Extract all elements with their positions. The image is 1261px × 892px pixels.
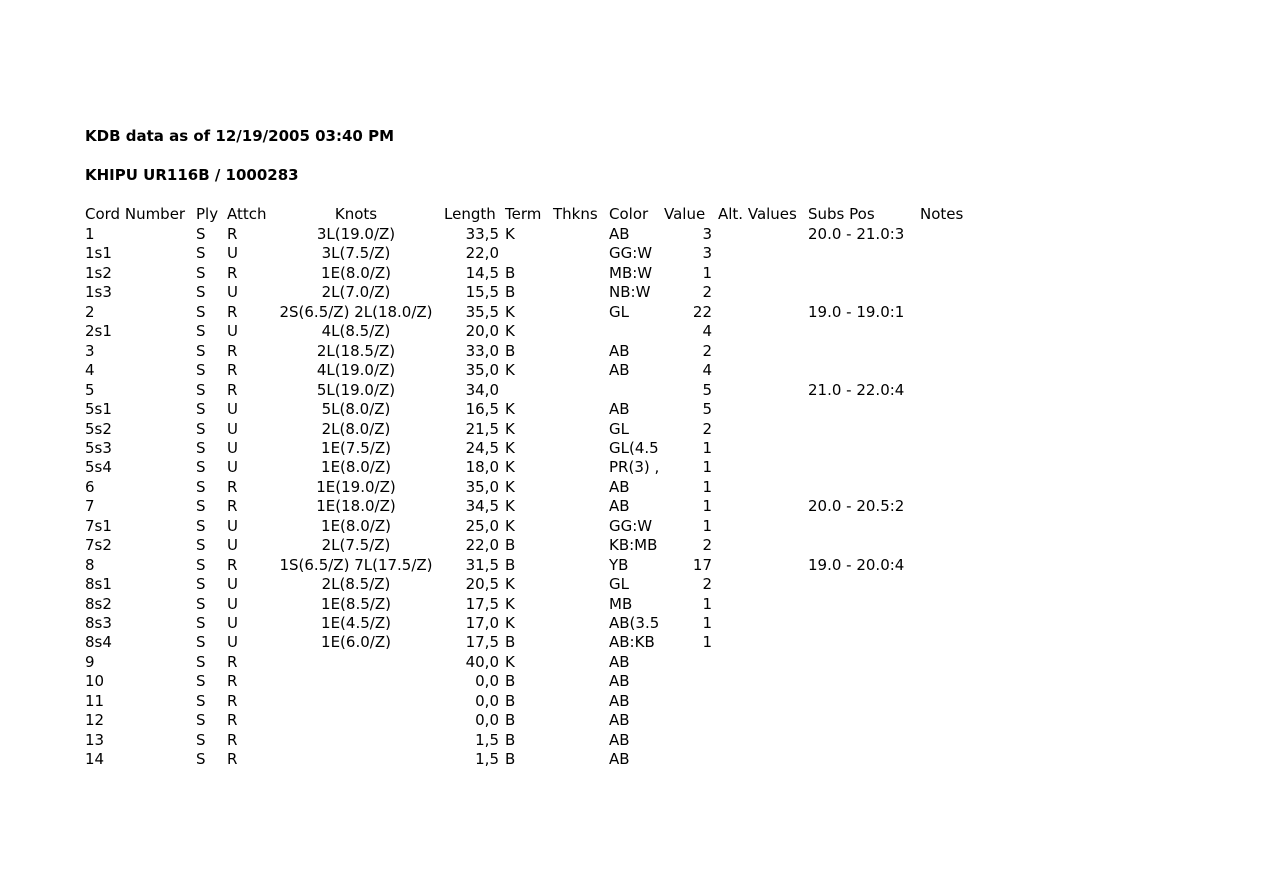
cell-attch: R (227, 341, 238, 360)
cell-knots: 1E(4.5/Z) (321, 614, 391, 632)
cell-cord-number: 1s3 (85, 283, 112, 302)
cell-knots: 2L(7.0/Z) (321, 283, 391, 302)
cell-ply: S (196, 244, 206, 263)
cell-knots: 1E(18.0/Z) (316, 497, 396, 516)
cell-length: 20,5 (465, 575, 499, 594)
cell-cord-number: 7 (85, 497, 95, 516)
cell-color: AB (609, 225, 630, 243)
cell-ply: S (196, 400, 206, 419)
cell-length: 17,0 (465, 614, 499, 632)
cell-value: 1 (702, 497, 712, 516)
table-row (0, 731, 1261, 751)
cell-value: 1 (702, 263, 712, 282)
cell-ply: S (196, 555, 206, 574)
cell-knots: 3L(19.0/Z) (316, 225, 396, 243)
cell-ply: S (196, 283, 206, 302)
cell-color: AB (609, 400, 630, 419)
cell-value: 22 (692, 302, 712, 321)
cell-color: GL(4.5 (609, 438, 659, 457)
cell-term: B (505, 263, 516, 282)
cell-attch: R (227, 302, 238, 321)
cell-value: 5 (702, 380, 712, 399)
cell-attch: U (227, 419, 238, 438)
table-row (0, 225, 1261, 245)
cell-term: K (505, 477, 515, 496)
cell-ply: S (196, 750, 206, 769)
cell-ply: S (196, 263, 206, 282)
cell-term: K (505, 652, 515, 671)
cell-attch: R (227, 225, 238, 243)
cell-knots: 1E(7.5/Z) (321, 438, 391, 457)
cell-length: 33,5 (465, 225, 499, 243)
cell-knots: 1S(6.5/Z) 7L(17.5/Z) (279, 555, 433, 574)
table-row (0, 536, 1261, 556)
cell-term: B (505, 555, 516, 574)
cell-knots: 1E(8.0/Z) (321, 458, 391, 477)
cell-value: 4 (702, 361, 712, 380)
cell-ply: S (196, 458, 206, 477)
table-row (0, 595, 1261, 615)
cell-ply: S (196, 614, 206, 632)
cell-cord-number: 10 (85, 672, 105, 691)
cell-color: MB:W (609, 263, 653, 282)
cell-color: PR(3) , (609, 458, 660, 477)
cell-color: MB (609, 594, 633, 613)
cell-value: 1 (702, 438, 712, 457)
cell-knots: 1E(8.0/Z) (321, 263, 391, 282)
cell-term: B (505, 730, 516, 749)
col-header-attch: Attch (227, 205, 267, 223)
cell-color: AB(3.5 (609, 614, 660, 632)
cell-knots: 1E(6.0/Z) (321, 633, 391, 652)
cell-knots: 2L(18.5/Z) (316, 341, 396, 360)
cell-attch: U (227, 283, 238, 302)
cell-attch: R (227, 477, 238, 496)
col-header-ply: Ply (196, 205, 219, 223)
cell-color: AB (609, 341, 630, 360)
cell-attch: U (227, 633, 238, 652)
col-header-length: Length (444, 205, 496, 223)
cell-length: 0,0 (475, 672, 499, 691)
table-row (0, 342, 1261, 362)
cell-length: 15,5 (465, 283, 499, 302)
cell-cord-number: 14 (85, 750, 105, 769)
cell-knots: 4L(19.0/Z) (316, 361, 396, 380)
cell-attch: R (227, 555, 238, 574)
cell-attch: R (227, 380, 238, 399)
cell-term: B (505, 750, 516, 769)
cell-term: K (505, 322, 515, 341)
cell-term: B (505, 691, 516, 710)
cell-cord-number: 8s4 (85, 633, 112, 652)
cell-term: K (505, 302, 515, 321)
col-header-term: Term (505, 205, 542, 223)
cell-length: 22,0 (465, 244, 499, 263)
cell-attch: R (227, 750, 238, 769)
cell-attch: U (227, 244, 238, 263)
table-row (0, 400, 1261, 420)
cell-knots: 1E(8.0/Z) (321, 516, 391, 535)
col-header-alt-values: Alt. Values (718, 205, 797, 223)
table-row (0, 420, 1261, 440)
cell-value: 5 (702, 400, 712, 419)
cell-color: KB:MB (609, 536, 658, 555)
cell-color: YB (609, 555, 629, 574)
cell-term: K (505, 594, 515, 613)
table-row (0, 439, 1261, 459)
cell-length: 0,0 (475, 711, 499, 730)
cell-value: 3 (702, 244, 712, 263)
cell-cord-number: 8 (85, 555, 95, 574)
cell-value: 1 (702, 633, 712, 652)
cell-term: B (505, 672, 516, 691)
table-row (0, 517, 1261, 537)
cell-cord-number: 8s3 (85, 614, 112, 632)
cell-attch: U (227, 594, 238, 613)
cell-subs-pos: 20.0 - 21.0:3 (808, 225, 905, 243)
cell-ply: S (196, 380, 206, 399)
cell-cord-number: 12 (85, 711, 105, 730)
cell-color: AB:KB (609, 633, 655, 652)
cell-value: 1 (702, 458, 712, 477)
cell-length: 33,0 (465, 341, 499, 360)
cell-ply: S (196, 730, 206, 749)
cell-value: 4 (702, 322, 712, 341)
cell-cord-number: 2s1 (85, 322, 112, 341)
cell-knots: 5L(8.0/Z) (321, 400, 391, 419)
cell-color: GG:W (609, 244, 653, 263)
cell-cord-number: 3 (85, 341, 95, 360)
cell-attch: U (227, 400, 238, 419)
cell-value: 1 (702, 516, 712, 535)
cell-length: 1,5 (475, 730, 499, 749)
cell-ply: S (196, 419, 206, 438)
cell-color: GL (609, 575, 629, 594)
cell-knots: 2S(6.5/Z) 2L(18.0/Z) (279, 302, 433, 321)
cell-term: K (505, 614, 515, 632)
cell-length: 20,0 (465, 322, 499, 341)
cell-color: GG:W (609, 516, 653, 535)
cell-term: K (505, 438, 515, 457)
cell-length: 0,0 (475, 691, 499, 710)
cell-attch: U (227, 322, 238, 341)
table-row (0, 322, 1261, 342)
cell-ply: S (196, 322, 206, 341)
table-row (0, 381, 1261, 401)
cell-value: 3 (702, 225, 712, 243)
cell-attch: R (227, 497, 238, 516)
cell-ply: S (196, 711, 206, 730)
table-row (0, 653, 1261, 673)
cell-cord-number: 2 (85, 302, 95, 321)
cell-subs-pos: 20.0 - 20.5:2 (808, 497, 905, 516)
table-row (0, 614, 1261, 634)
cell-term: K (505, 516, 515, 535)
cell-ply: S (196, 516, 206, 535)
cell-knots: 5L(19.0/Z) (316, 380, 396, 399)
cell-value: 17 (692, 555, 712, 574)
cell-attch: U (227, 575, 238, 594)
cell-length: 14,5 (465, 263, 499, 282)
cell-attch: U (227, 438, 238, 457)
cell-cord-number: 8s1 (85, 575, 112, 594)
cell-ply: S (196, 691, 206, 710)
cell-ply: S (196, 341, 206, 360)
cell-length: 22,0 (465, 536, 499, 555)
cell-value: 1 (702, 594, 712, 613)
cell-color: AB (609, 711, 630, 730)
cell-cord-number: 5 (85, 380, 95, 399)
col-header-knots: Knots (334, 205, 378, 223)
table-row (0, 478, 1261, 498)
cell-ply: S (196, 672, 206, 691)
cell-term: K (505, 575, 515, 594)
cell-ply: S (196, 536, 206, 555)
cell-attch: R (227, 711, 238, 730)
cell-cord-number: 9 (85, 652, 95, 671)
table-row (0, 750, 1261, 770)
cell-color: AB (609, 477, 630, 496)
cell-color: AB (609, 497, 630, 516)
cell-color: GL (609, 302, 629, 321)
table-row (0, 633, 1261, 653)
cell-length: 35,0 (465, 477, 499, 496)
table-row (0, 283, 1261, 303)
cell-attch: U (227, 516, 238, 535)
cell-attch: R (227, 263, 238, 282)
cell-ply: S (196, 438, 206, 457)
cell-cord-number: 5s2 (85, 419, 112, 438)
col-header-cord-number: Cord Number (85, 205, 186, 223)
cell-term: B (505, 633, 516, 652)
cell-length: 34,0 (465, 380, 499, 399)
cell-length: 18,0 (465, 458, 499, 477)
col-header-color: Color (609, 205, 649, 223)
cell-value: 2 (702, 575, 712, 594)
cell-cord-number: 4 (85, 361, 95, 380)
table-row (0, 556, 1261, 576)
report-title: KDB data as of 12/19/2005 03:40 PM (85, 127, 394, 145)
cell-ply: S (196, 594, 206, 613)
cell-cord-number: 1s2 (85, 263, 112, 282)
cell-cord-number: 5s3 (85, 438, 112, 457)
cell-color: AB (609, 361, 630, 380)
cell-attch: R (227, 652, 238, 671)
table-row (0, 711, 1261, 731)
cell-knots: 2L(8.5/Z) (321, 575, 391, 594)
cell-attch: U (227, 614, 238, 632)
cell-term: B (505, 711, 516, 730)
cell-cord-number: 6 (85, 477, 95, 496)
cell-term: B (505, 341, 516, 360)
cell-term: K (505, 419, 515, 438)
cell-value: 1 (702, 477, 712, 496)
cell-length: 31,5 (465, 555, 499, 574)
cell-cord-number: 7s1 (85, 516, 112, 535)
cell-length: 17,5 (465, 594, 499, 613)
cell-attch: R (227, 361, 238, 380)
cell-ply: S (196, 477, 206, 496)
cell-value: 2 (702, 283, 712, 302)
cell-knots: 2L(8.0/Z) (321, 419, 391, 438)
cell-cord-number: 5s1 (85, 400, 112, 419)
cell-attch: R (227, 672, 238, 691)
table-row (0, 303, 1261, 323)
cell-color: AB (609, 750, 630, 769)
cell-color: AB (609, 672, 630, 691)
cell-length: 35,0 (465, 361, 499, 380)
cell-term: K (505, 225, 515, 243)
cell-length: 40,0 (465, 652, 499, 671)
cell-ply: S (196, 652, 206, 671)
table-row (0, 497, 1261, 517)
cell-value: 2 (702, 419, 712, 438)
cell-value: 2 (702, 536, 712, 555)
cell-attch: U (227, 458, 238, 477)
cell-length: 21,5 (465, 419, 499, 438)
cell-knots: 2L(7.5/Z) (321, 536, 391, 555)
cell-subs-pos: 19.0 - 20.0:4 (808, 555, 905, 574)
cell-knots: 1E(8.5/Z) (321, 594, 391, 613)
cell-term: B (505, 536, 516, 555)
cell-length: 17,5 (465, 633, 499, 652)
cell-knots: 4L(8.5/Z) (321, 322, 391, 341)
cell-knots: 3L(7.5/Z) (321, 244, 391, 263)
table-row (0, 361, 1261, 381)
cell-subs-pos: 21.0 - 22.0:4 (808, 380, 905, 399)
cell-term: K (505, 458, 515, 477)
table-row (0, 264, 1261, 284)
table-row (0, 244, 1261, 264)
cell-length: 1,5 (475, 750, 499, 769)
cell-term: K (505, 497, 515, 516)
cell-attch: R (227, 730, 238, 749)
cell-length: 24,5 (465, 438, 499, 457)
cell-value: 2 (702, 341, 712, 360)
col-header-value: Value (664, 205, 706, 223)
cell-term: K (505, 400, 515, 419)
cell-knots: 1E(19.0/Z) (316, 477, 396, 496)
cell-ply: S (196, 302, 206, 321)
col-header-notes: Notes (920, 205, 964, 223)
cell-ply: S (196, 361, 206, 380)
cell-value: 1 (702, 614, 712, 632)
col-header-subs-pos: Subs Pos (808, 205, 875, 223)
cell-length: 25,0 (465, 516, 499, 535)
cell-color: NB:W (609, 283, 651, 302)
table-row (0, 575, 1261, 595)
cell-term: B (505, 283, 516, 302)
cell-cord-number: 1 (85, 225, 95, 243)
table-row (0, 672, 1261, 692)
cell-cord-number: 13 (85, 730, 105, 749)
cell-cord-number: 11 (85, 691, 105, 710)
cell-cord-number: 1s1 (85, 244, 112, 263)
col-header-thkns: Thkns (553, 205, 598, 223)
cell-subs-pos: 19.0 - 19.0:1 (808, 302, 905, 321)
cell-attch: U (227, 536, 238, 555)
cell-cord-number: 8s2 (85, 594, 112, 613)
khipu-identifier: KHIPU UR116B / 1000283 (85, 166, 299, 184)
cell-length: 16,5 (465, 400, 499, 419)
cell-ply: S (196, 225, 206, 243)
cell-attch: R (227, 691, 238, 710)
table-row (0, 692, 1261, 712)
cell-color: AB (609, 730, 630, 749)
cell-ply: S (196, 633, 206, 652)
cell-color: AB (609, 652, 630, 671)
cell-length: 34,5 (465, 497, 499, 516)
cell-cord-number: 7s2 (85, 536, 112, 555)
cell-color: GL (609, 419, 629, 438)
cell-cord-number: 5s4 (85, 458, 112, 477)
cell-term: K (505, 361, 515, 380)
table-row (0, 458, 1261, 478)
table-header-row (0, 205, 1261, 225)
cell-length: 35,5 (465, 302, 499, 321)
cell-ply: S (196, 497, 206, 516)
cell-color: AB (609, 691, 630, 710)
cell-ply: S (196, 575, 206, 594)
